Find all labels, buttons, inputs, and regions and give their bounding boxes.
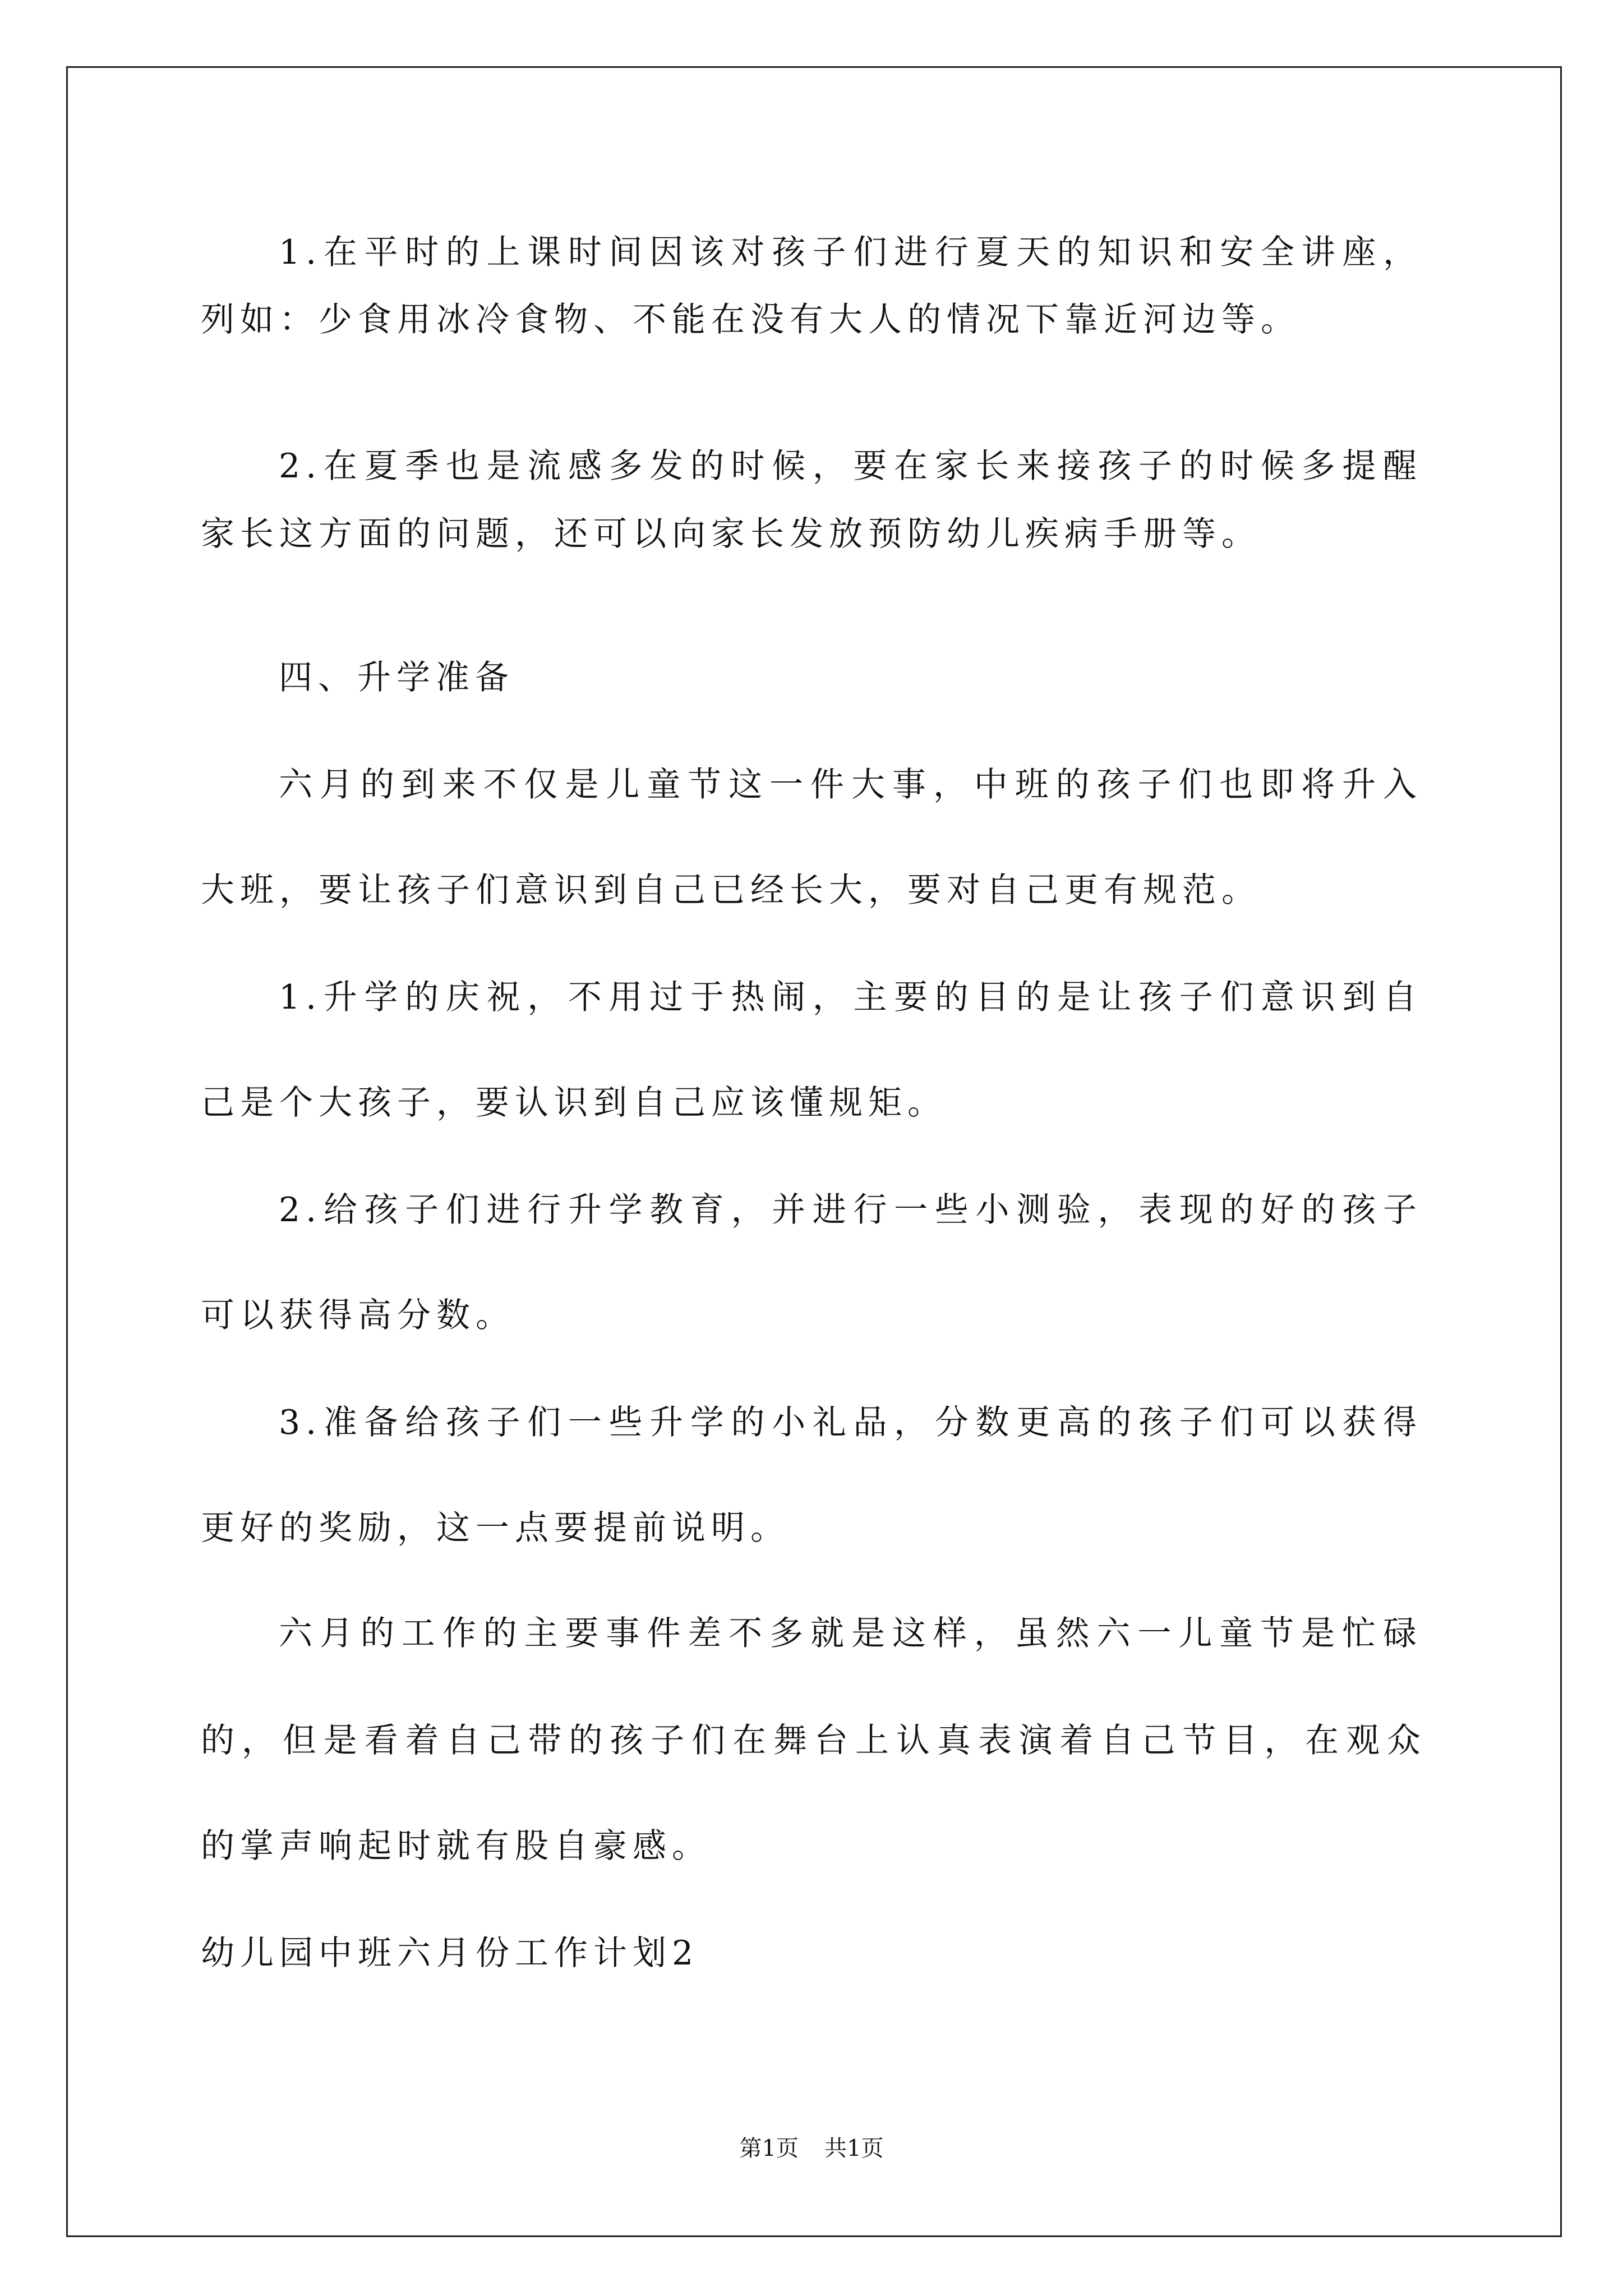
paragraph-line: 六月的工作的主要事件差不多就是这样，虽然六一儿童节是忙碌 bbox=[279, 1614, 1422, 1653]
page-number: 第1页 bbox=[739, 2136, 799, 2161]
page-total: 共1页 bbox=[824, 2136, 884, 2161]
paragraph-line: 己是个大孩子，要认识到自己应该懂规矩。 bbox=[201, 1083, 947, 1122]
paragraph-line: 3.准备给孩子们一些升学的小礼品，分数更高的孩子们可以获得 bbox=[279, 1403, 1422, 1442]
paragraph-line: 1.在平时的上课时间因该对孩子们进行夏天的知识和安全讲座， bbox=[279, 233, 1422, 272]
paragraph-line: 家长这方面的问题，还可以向家长发放预防幼儿疾病手册等。 bbox=[201, 514, 1261, 554]
document-title: 幼儿园中班六月份工作计划2 bbox=[201, 1934, 699, 1973]
paragraph-line: 2.在夏季也是流感多发的时候，要在家长来接孩子的时候多提醒 bbox=[279, 447, 1422, 486]
paragraph-line: 更好的奖励，这一点要提前说明。 bbox=[201, 1508, 790, 1548]
paragraph-line: 可以获得高分数。 bbox=[201, 1296, 515, 1335]
paragraph-line: 的掌声响起时就有股自豪感。 bbox=[201, 1826, 711, 1866]
paragraph-line: 1.升学的庆祝，不用过于热闹，主要的目的是让孩子们意识到自 bbox=[279, 978, 1422, 1017]
paragraph-line: 大班，要让孩子们意识到自己已经长大，要对自己更有规范。 bbox=[201, 871, 1261, 910]
paragraph-line: 六月的到来不仅是儿童节这一件大事，中班的孩子们也即将升入 bbox=[279, 765, 1422, 804]
paragraph-line: 列如：少食用冰冷食物、不能在没有大人的情况下靠近河边等。 bbox=[201, 300, 1300, 339]
section-heading-text: 四、升学准备 bbox=[279, 658, 514, 697]
paragraph-line: 的，但是看着自己带的孩子们在舞台上认真表演着自己节目，在观众 bbox=[201, 1721, 1426, 1760]
page-border bbox=[66, 66, 1562, 2237]
paragraph-line: 2.给孩子们进行升学教育，并进行一些小测验，表现的好的孩子 bbox=[279, 1190, 1422, 1230]
page-footer bbox=[0, 2133, 1623, 2164]
